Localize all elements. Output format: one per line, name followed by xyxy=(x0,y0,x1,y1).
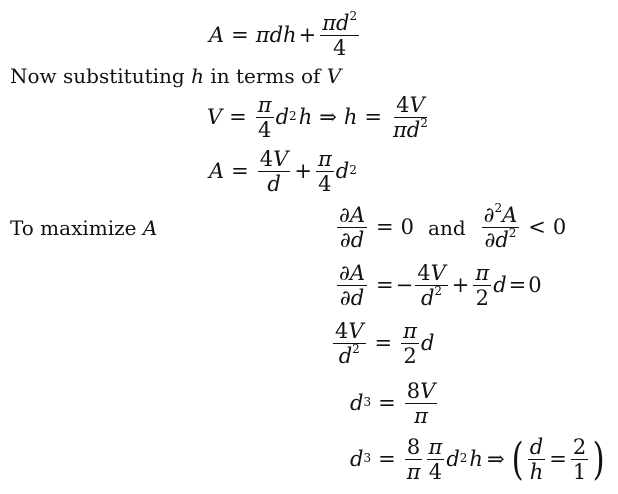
math-var: d xyxy=(269,23,284,48)
fraction: $\frac{\pi d^2}{4}$ xyxy=(322,9,358,61)
math-op: + xyxy=(298,23,317,48)
equation-result: d 3 = $\frac{8}{\pi}$ $\frac{\pi}{4}$ d 2 h ⇒ ( $\frac{d}{h}$ = $\frac{2}{1}$ ) xyxy=(350,433,605,485)
math-var: π xyxy=(255,23,270,48)
fraction: $\frac{8V}{\pi}$ xyxy=(406,379,436,429)
fraction: $\frac{\partial^2A}{\partial d^2}$ xyxy=(483,201,518,253)
fraction: $\frac{4V}{d}$ xyxy=(259,147,289,197)
fraction: $\frac{\pi}{2}$ xyxy=(403,319,417,369)
fraction: $\frac{8}{\pi}$ xyxy=(406,435,421,485)
math-op: = xyxy=(231,23,249,48)
fraction: $\frac{d}{h}$ xyxy=(529,435,544,485)
equation-balance: $\frac{4V}{d^2}$ = $\frac{\pi}{2}$ d xyxy=(335,319,435,369)
fraction: $\frac{\pi}{4}$ xyxy=(257,93,272,143)
equation-area-substituted: A = $\frac{4V}{d}$ + $\frac{\pi}{4}$ d 2 xyxy=(209,147,357,197)
fraction: $\frac{2}{1}$ xyxy=(572,435,587,485)
equation-volume: V = $\frac{\pi}{4}$ d 2 h ⇒ h = $\frac{4V}{\pi d^2}$ xyxy=(207,93,428,143)
equation-derivative: $\frac{\partial A}{\partial d}$ = − $\frac{4V}{d^2}$ + $\frac{\pi}{2}$ d = 0 xyxy=(339,261,542,311)
fraction: $\frac{4V}{d^2}$ xyxy=(417,261,446,311)
substitution-text: Now substituting h in terms of V xyxy=(10,64,342,88)
maximize-text: To maximize A xyxy=(10,216,158,240)
equation-area xyxy=(209,9,361,61)
fraction: $\frac{\partial A}{\partial d}$ xyxy=(339,203,366,253)
math-var: A xyxy=(209,23,225,48)
fraction: $\frac{\partial A}{\partial d}$ xyxy=(339,261,366,311)
fraction: $\frac{4V}{\pi d^2}$ xyxy=(392,93,428,143)
equation-cube: d 3 = $\frac{8V}{\pi}$ xyxy=(350,379,436,429)
math-var: h xyxy=(283,23,297,48)
fraction: $\frac{4V}{d^2}$ xyxy=(335,319,364,369)
fraction: $\frac{\pi}{4}$ xyxy=(317,147,332,197)
fraction: $\frac{\pi}{2}$ xyxy=(475,261,490,311)
fraction: $\frac{\pi}{4}$ xyxy=(428,435,443,485)
equation-condition: $\frac{\partial A}{\partial d}$ = 0 and $\frac{\partial^2A}{\partial d^2}$ < 0 xyxy=(339,201,567,253)
